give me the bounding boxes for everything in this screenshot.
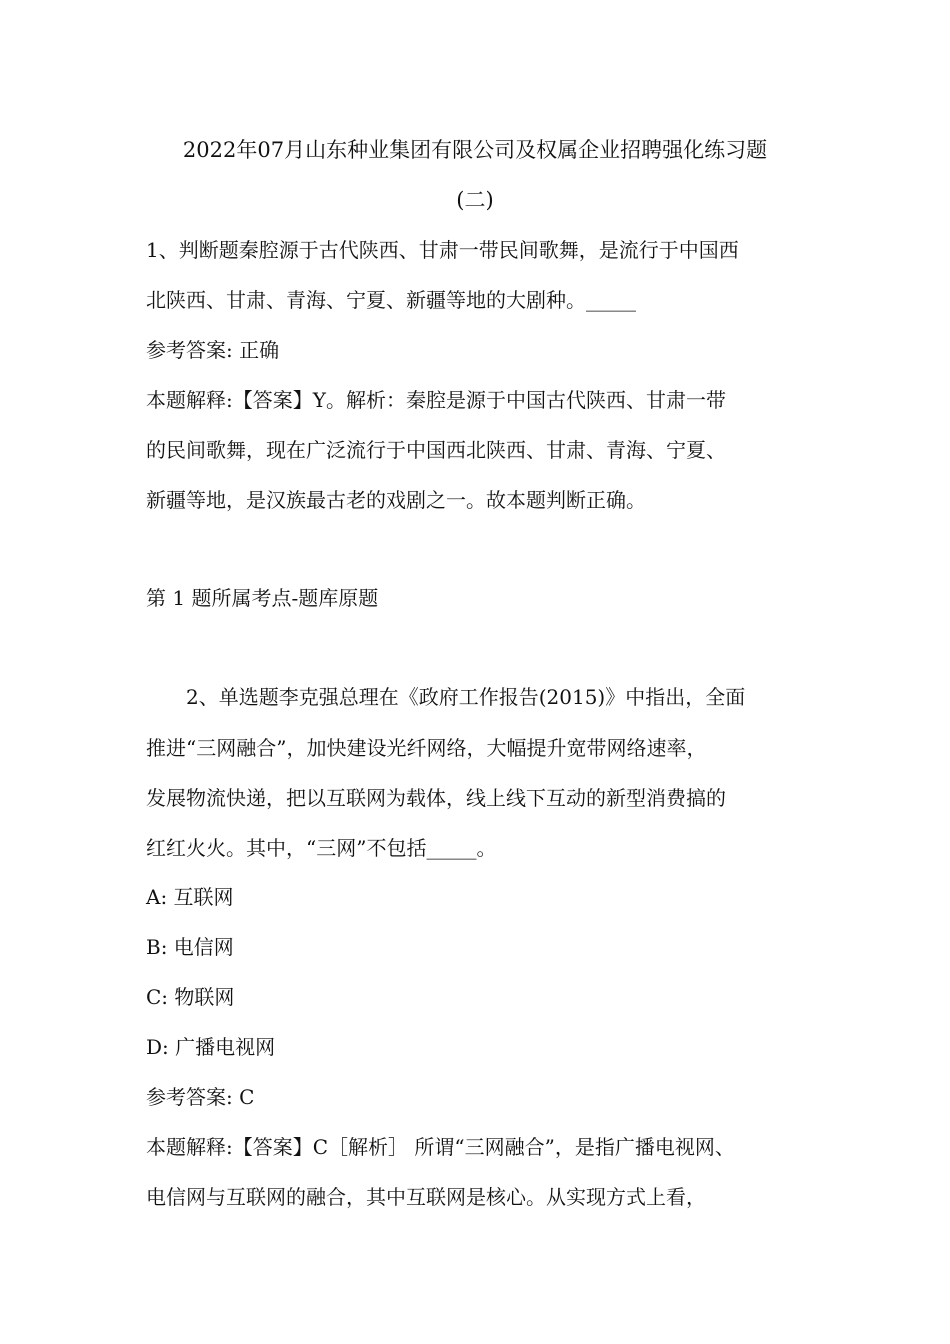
q2-stem-line1: 2、单选题李克强总理在《政府工作报告(2015)》中指出，全面	[186, 685, 746, 709]
q1-stem-line1: 1、判断题秦腔源于古代陕西、甘肃一带民间歌舞，是流行于中国西	[146, 238, 739, 262]
q2-explanation-line1: 本题解释:【答案】C［解析］ 所谓“三网融合”，是指广播电视网、	[146, 1135, 735, 1159]
q2-answer: 参考答案: C	[146, 1085, 255, 1109]
q2-explanation-line2: 电信网与互联网的融合，其中互联网是核心。从实现方式上看，	[146, 1185, 706, 1209]
q1-explanation-line3: 新疆等地，是汉族最古老的戏剧之一。故本题判断正确。	[146, 488, 646, 512]
q2-stem-line2: 推进“三网融合”，加快建设光纤网络，大幅提升宽带网络速率，	[146, 736, 707, 760]
document-subtitle: (二)	[456, 188, 494, 212]
q2-option-a: A: 互联网	[146, 885, 234, 909]
q2-stem-line3: 发展物流快递，把以互联网为载体，线上线下互动的新型消费搞的	[146, 786, 726, 810]
q1-stem-line2: 北陕西、甘肃、青海、宁夏、新疆等地的大剧种。_____	[146, 288, 636, 312]
q1-explanation-line1: 本题解释:【答案】Y。解析：秦腔是源于中国古代陕西、甘肃一带	[146, 388, 726, 412]
q2-stem-line4: 红红火火。其中，“三网”不包括_____。	[146, 836, 497, 860]
document-title: 2022年07月山东种业集团有限公司及权属企业招聘强化练习题	[182, 138, 768, 162]
q1-explanation-line2: 的民间歌舞，现在广泛流行于中国西北陕西、甘肃、青海、宁夏、	[146, 438, 726, 462]
q2-option-b: B: 电信网	[146, 935, 234, 959]
q2-option-c: C: 物联网	[146, 985, 235, 1009]
q2-option-d: D: 广播电视网	[146, 1035, 276, 1059]
q1-topic: 第 1 题所属考点-题库原题	[146, 586, 379, 610]
q1-answer: 参考答案: 正确	[146, 338, 280, 362]
